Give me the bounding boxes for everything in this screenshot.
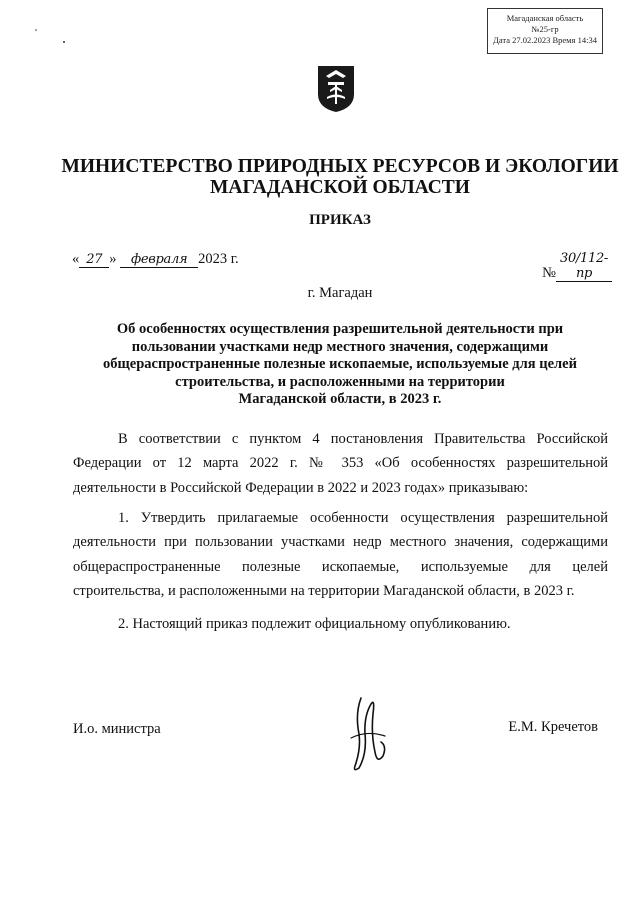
date-year: 2023 г. [198,251,239,267]
stamp-region: Магаданская область [506,13,584,23]
subject-line-3: общераспространенные полезные ископаемые, используемые для целей [103,356,577,372]
number-value-handwritten: 30/112-пр [556,251,612,282]
preamble-paragraph: В соответствии с пунктом 4 постановления Правительства Российской Федерации от 12 марта 2022 г. № 353 «Об особенностях разрешительной деятельности в Российской Федерации в 2022 и 2023 годах» приказываю: [73,431,608,496]
handwritten-signature [343,694,393,774]
scan-specks [30,28,70,48]
date-day-handwritten: 27 [79,252,109,268]
order-item-2: 2. Настоящий приказ подлежит официальному опубликованию. [118,616,511,632]
city: г. Магадан [307,285,373,301]
order-date [72,251,239,268]
date-month-handwritten: февраля [120,252,198,268]
order-subject [100,321,580,409]
date-close-quote: » [109,251,117,267]
ministry-line-1: МИНИСТЕРСТВО ПРИРОДНЫХ РЕСУРСОВ И ЭКОЛОГИИ [61,156,619,177]
ministry-name [0,156,640,198]
order-number [542,251,612,282]
registration-stamp [487,8,603,54]
date-open-quote: « [72,251,80,267]
subject-line-4: строительства, и расположенными на территории [175,373,505,390]
document-type: ПРИКАЗ [309,212,371,228]
ministry-line-2: МАГАДАНСКОЙ ОБЛАСТИ [210,177,470,198]
signer-name: Е.М. Кречетов [508,719,598,735]
stamp-date-time: Дата 27.02.2023 Время 14:34 [493,35,597,45]
number-prefix: № [542,265,556,281]
signer-title: И.о. министра [73,721,161,737]
stamp-number: №25-гр [531,24,559,34]
order-item-1: 1. Утвердить прилагаемые особенности осуществления разрешительной деятельности при пользовании участками недр местного значения, содержащими общераспространенные полезные ископаемые, используемые для целей строительства, и расположенными на территории Магаданской области, в 2023 г. [73,510,608,599]
subject-line-2: пользовании участками недр местного значения, содержащими [131,338,549,355]
coat-of-arms-icon [316,64,356,114]
subject-line-1: Об особенностях осуществления разрешительной деятельности при [116,321,564,337]
subject-line-5: Магаданской области, в 2023 г. [238,391,442,407]
